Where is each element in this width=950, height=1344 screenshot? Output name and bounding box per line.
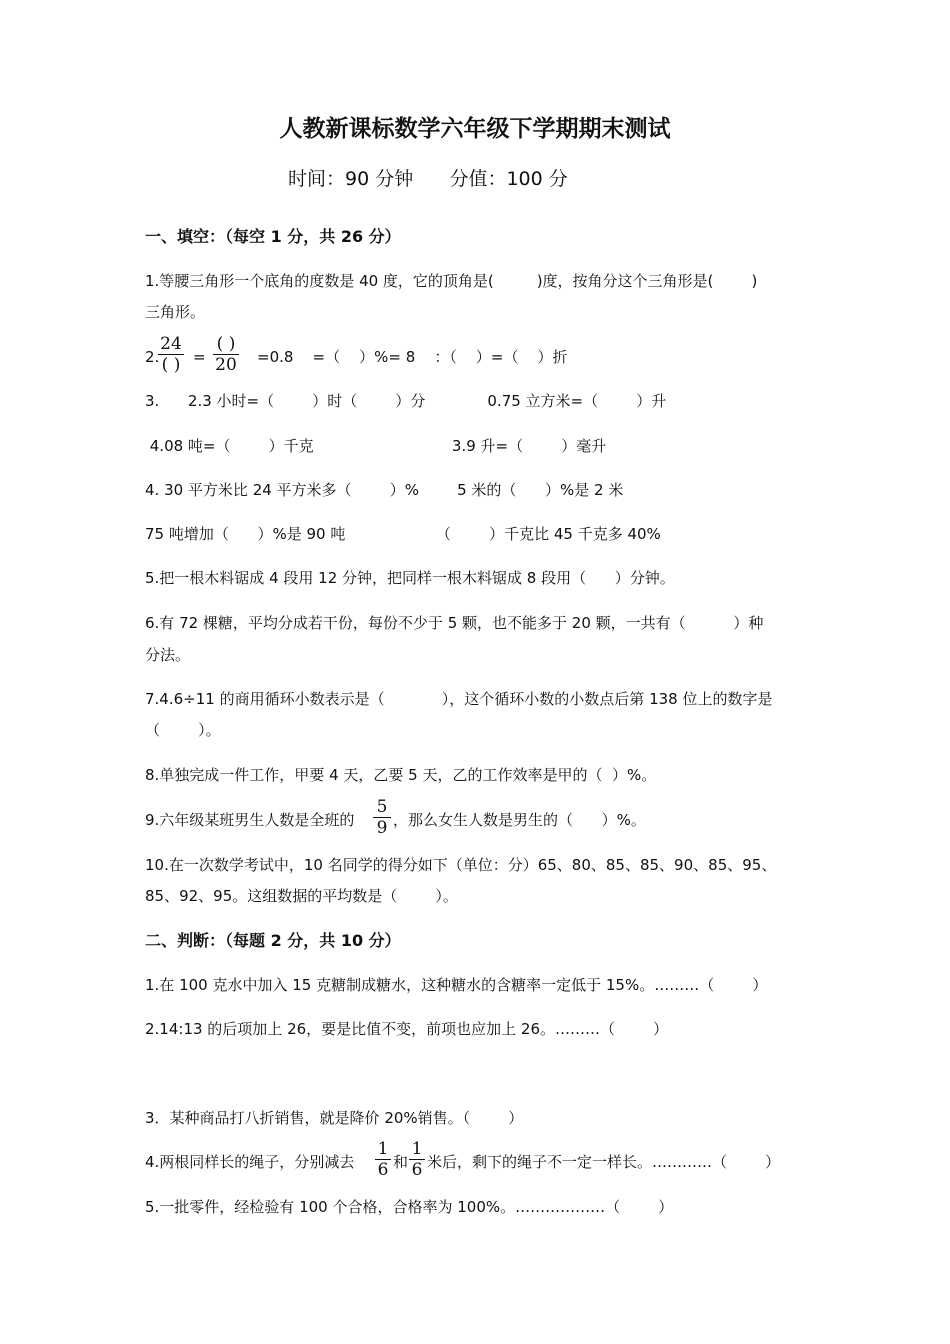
s2-q4-mid: 和 <box>393 1153 409 1171</box>
s1-q9-prefix: 9.六年级某班男生人数是全班的 <box>145 811 355 829</box>
s1-q5: 5.把一根木料锯成 4 段用 12 分钟，把同样一根木料锯成 8 段用（ ）分钟。 <box>145 569 675 587</box>
s2-q3: 3．某种商品打八折销售，就是降价 20%销售。（ ） <box>145 1109 524 1127</box>
section2-heading: 二、判断：（每题 2 分，共 10 分） <box>145 931 401 950</box>
fraction-numerator: 5 <box>373 797 391 818</box>
s1-q7-line2: （ ）。 <box>145 721 221 739</box>
s2-q2: 2.14:13 的后项加上 26，要是比值不变，前项也应加上 26。………（ ） <box>145 1020 669 1038</box>
s1-q8: 8.单独完成一件工作，甲要 4 天，乙要 5 天，乙的工作效率是甲的（ ）%。 <box>145 766 657 784</box>
s1-q2-fraction-1 <box>158 334 184 375</box>
s1-q2-equals: = <box>193 348 206 366</box>
exam-info: 时间：90 分钟 分值：100 分 <box>288 168 568 190</box>
s1-q6-line1: 6.有 72 棵糖，平均分成若干份，每份不少于 5 颗，也不能多于 20 颗，一共有（ ）种 <box>145 614 764 632</box>
s1-q1-line1: 1.等腰三角形一个底角的度数是 40 度，它的顶角是( )度，按角分这个三角形是( ) <box>145 272 758 290</box>
fraction-numerator: 1 <box>375 1139 391 1160</box>
s1-q6-line2: 分法。 <box>145 646 191 664</box>
s1-q4-line1: 4. 30 平方米比 24 平方米多（ ）% 5 米的（ ）%是 2 米 <box>145 481 624 499</box>
s1-q3-line1: 3. 2.3 小时=（ ）时（ ）分 0.75 立方米=（ ）升 <box>145 392 667 410</box>
fraction-numerator: ( ) <box>213 334 239 355</box>
s1-q7-line1: 7.4.6÷11 的商用循环小数表示是（ ），这个循环小数的小数点后第 138 位上的数字是 <box>145 690 773 708</box>
s1-q9-fraction <box>373 797 391 838</box>
s1-q1-line2: 三角形。 <box>145 303 206 321</box>
fraction-numerator: 24 <box>158 334 184 355</box>
fraction-numerator: 1 <box>409 1139 425 1160</box>
s2-q5: 5.一批零件，经检验有 100 个合格，合格率为 100%。………………（ ） <box>145 1198 674 1216</box>
s1-q9-suffix: ，那么女生人数是男生的（ ）%。 <box>393 811 646 829</box>
s2-q4-fraction-2 <box>409 1139 425 1180</box>
s1-q2-rest: =0.8 =（ ）%= 8 ：（ ）=（ ）折 <box>257 348 568 366</box>
fraction-denominator: 20 <box>215 355 237 375</box>
s1-q10-line2: 85、92、95。这组数据的平均数是（ ）。 <box>145 887 458 905</box>
s2-q4-prefix: 4.两根同样长的绳子，分别减去 <box>145 1153 355 1171</box>
fraction-denominator: 6 <box>377 1160 389 1180</box>
fraction-denominator: ( ) <box>161 355 181 375</box>
s1-q2-prefix: 2. <box>145 348 160 366</box>
s1-q4-line2: 75 吨增加（ ）%是 90 吨 （ ）千克比 45 千克多 40% <box>145 525 661 543</box>
s2-q1: 1.在 100 克水中加入 15 克糖制成糖水，这种糖水的含糖率一定低于 15%。………（ ） <box>145 976 768 994</box>
s1-q10-line1: 10.在一次数学考试中，10 名同学的得分如下（单位：分）65、80、85、85、90、85、95、 <box>145 856 777 874</box>
s1-q3-line2: 4.08 吨=（ ）千克 3.9 升=（ ）毫升 <box>145 437 607 455</box>
section1-heading: 一、填空：（每空 1 分，共 26 分） <box>145 227 401 246</box>
page-title: 人教新课标数学六年级下学期期末测试 <box>279 116 671 142</box>
fraction-denominator: 6 <box>411 1160 423 1180</box>
s2-q4-fraction-1 <box>375 1139 391 1180</box>
s1-q2-fraction-2 <box>213 334 239 375</box>
fraction-denominator: 9 <box>376 818 388 838</box>
s2-q4-suffix: 米后，剩下的绳子不一定一样长。…………（ ） <box>427 1153 781 1171</box>
